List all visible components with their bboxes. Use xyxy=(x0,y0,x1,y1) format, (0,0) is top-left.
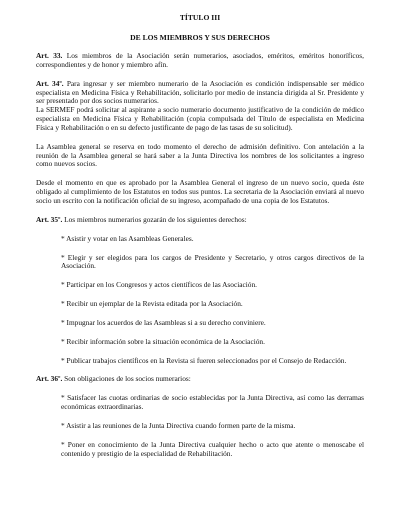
article-34-paragraph-2: La SERMEF podrá solicitar al aspirante a socio numerario documento justificativo de la condición de médico especialista en Medicina Física y Rehabilitación (copia compulsada del Título de especialista en Medicina Física y Rehabilitación o en su defecto justificante de pago de las tasas de su solicitud). xyxy=(36,105,364,132)
article-36-item: * Poner en conocimiento de la Junta Directiva cualquier hecho o acto que atente o menoscabe el contenido y prestigio de la especialidad de Rehabilitación. xyxy=(61,439,364,458)
article-36 xyxy=(36,375,364,384)
article-33-label: Art. 33. xyxy=(36,51,63,60)
article-35-text: Los miembros numerarios gozarán de los siguientes derechos: xyxy=(62,214,247,224)
article-35-item: * Asistir y votar en las Asambleas Generales. xyxy=(61,233,194,243)
article-35 xyxy=(36,216,364,225)
article-36-label: Art. 36º. xyxy=(36,374,63,384)
article-34-paragraph-3: La Asamblea general se reserva en todo momento el derecho de admisión definitivo. Con antelación a la reunión de la Asamblea general se hará saber a la Junta Directiva los nombres de los solicitantes a ingreso como nuevos socios. xyxy=(36,141,364,169)
article-34-text: Para ingresar y ser miembro numerario de la Asociación es condición indispensable ser médico especialista en Medicina Física y Rehabilitación, solicitarlo por medio de instancia dirigida al Sr. Presidente y ser presentado por dos socios numerarios. xyxy=(36,78,364,106)
article-36-item: * Satisfacer las cuotas ordinarias de socio establecidas por la Junta Directiva, así como las derramas económicas extraordinarias. xyxy=(61,393,364,412)
article-36-item: * Asistir a las reuniones de la Junta Directiva cuando formen parte de la misma. xyxy=(61,420,296,430)
article-35-label: Art. 35º. xyxy=(36,214,63,224)
article-35-item: * Elegir y ser elegidos para los cargos de Presidente y Secretario, y otros cargos directivos de la Asociación. xyxy=(61,252,364,271)
article-34-paragraph-4: Desde el momento en que es aprobado por la Asamblea General el ingreso de un nuevo socio, queda éste obligado al cumplimiento de los Estatutos en todos sus puntos. La secretaria de la Asociación enviará al nuevo socio un escrito con la notificación oficial de su ingreso, acompañado de una copia de los Estatutos. xyxy=(36,178,364,205)
article-33 xyxy=(36,52,364,70)
article-35-item: * Recibir un ejemplar de la Revista editada por la Asociación. xyxy=(61,299,243,309)
article-35-item: * Impugnar los acuerdos de las Asambleas si a su derecho conviniere. xyxy=(61,317,266,327)
article-36-text: Son obligaciones de los socios numerarios: xyxy=(62,374,191,384)
article-35-item: * Participar en los Congresos y actos científicos de las Asociación. xyxy=(61,280,257,290)
article-34-label: Art. 34º. xyxy=(36,78,64,88)
article-33-text: Los miembros de la Asociación serán numerarios, asociados, eméritos, eméritos honoríficos, correspondientes y de honor y miembro afín. xyxy=(36,51,364,69)
article-34 xyxy=(36,80,364,107)
section-heading: DE LOS MIEMBROS Y SUS DERECHOS xyxy=(130,33,270,42)
article-35-item: * Recibir información sobre la situación económica de la Asociación. xyxy=(61,336,265,346)
article-35-item: * Publicar trabajos científicos en la Revista si fueren seleccionados por el Consejo de Redacción. xyxy=(61,355,347,365)
document-title: TÍTULO III xyxy=(179,13,221,22)
